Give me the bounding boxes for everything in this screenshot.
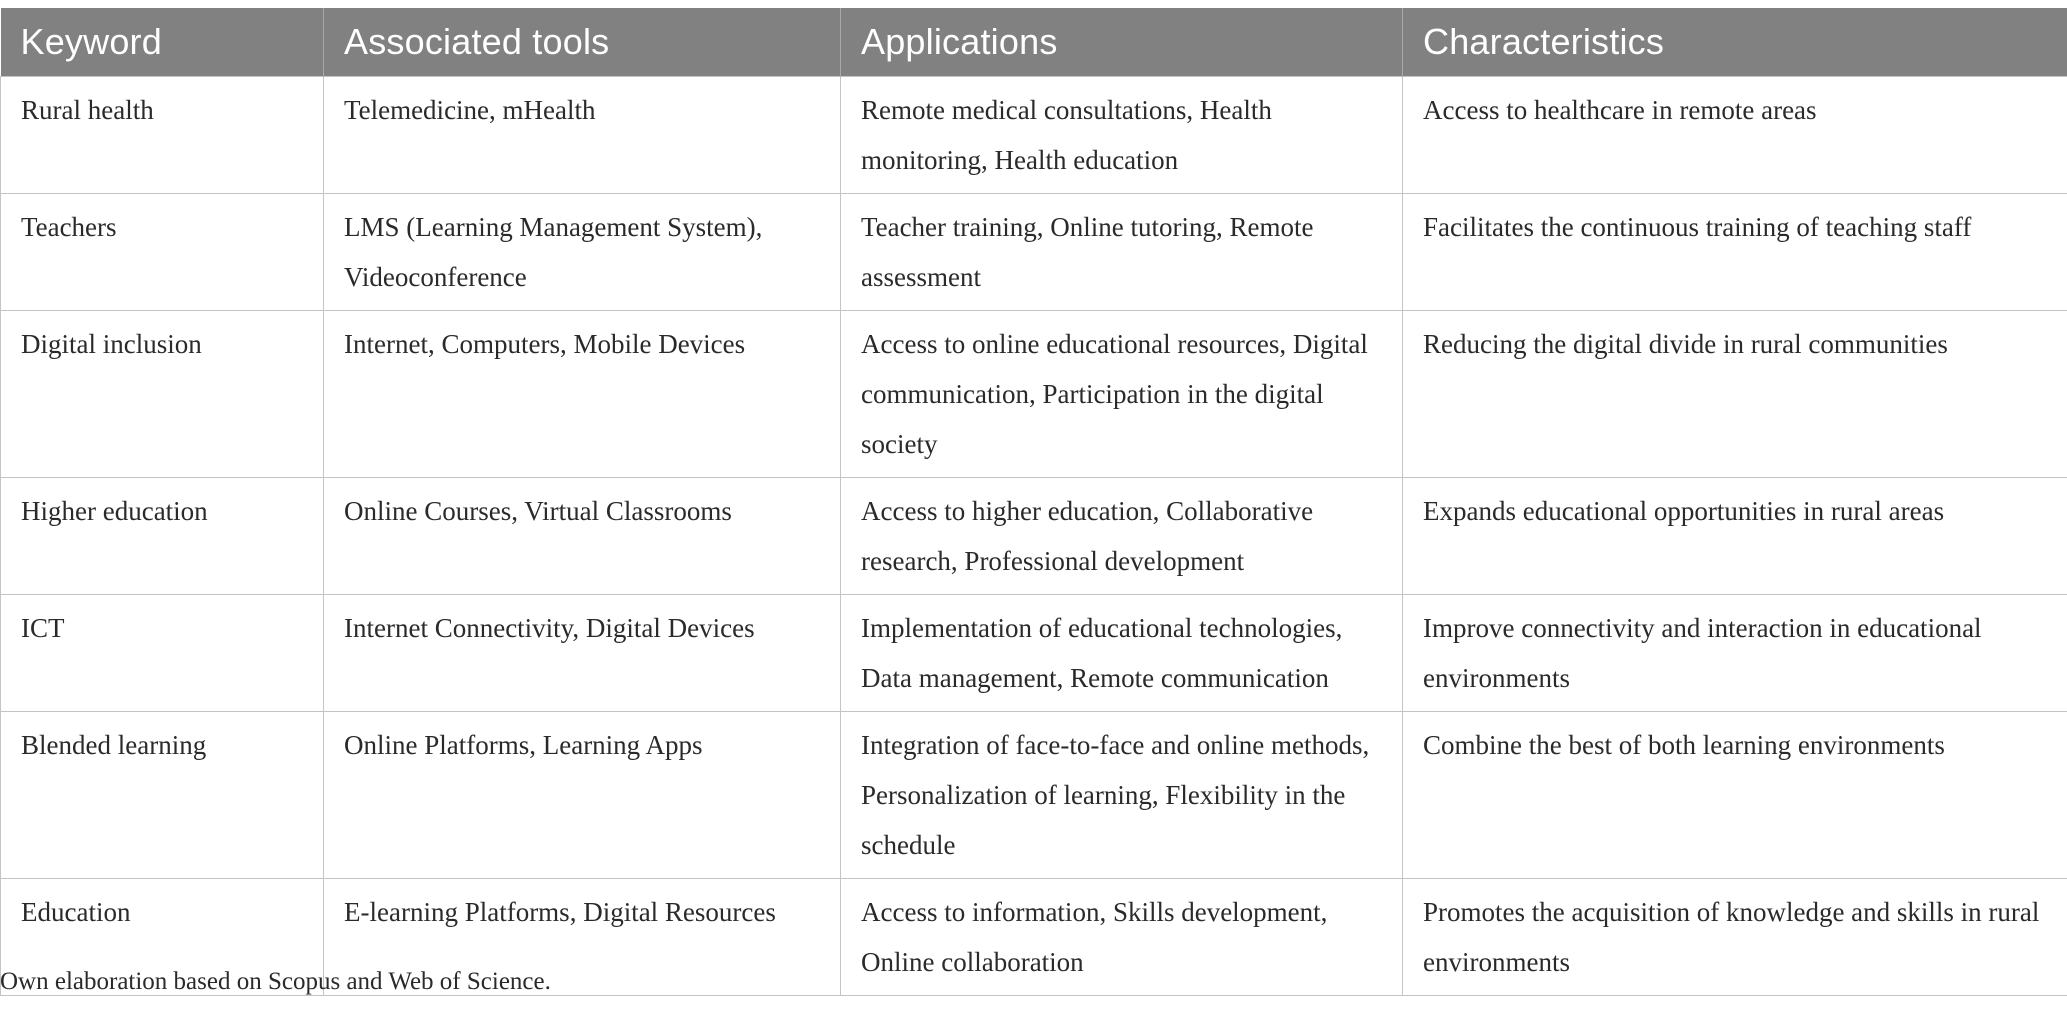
keyword-table-container <box>0 8 2067 996</box>
cell-associated-tools: E-learning Platforms, Digital Resources <box>324 878 841 995</box>
table-row <box>1 193 2067 310</box>
cell-associated-tools: Internet, Computers, Mobile Devices <box>324 310 841 477</box>
cell-associated-tools: Telemedicine, mHealth <box>324 76 841 193</box>
table-row <box>1 711 2067 878</box>
cell-associated-tools: Online Platforms, Learning Apps <box>324 711 841 878</box>
cell-characteristics: Reducing the digital divide in rural communities <box>1403 310 2067 477</box>
header-associated-tools: Associated tools <box>324 8 841 76</box>
cell-applications: Access to information, Skills development, Online collaboration <box>841 878 1403 995</box>
cell-characteristics: Facilitates the continuous training of teaching staff <box>1403 193 2067 310</box>
cell-applications: Remote medical consultations, Health monitoring, Health education <box>841 76 1403 193</box>
table-header-row <box>1 8 2067 76</box>
cell-keyword: ICT <box>1 594 324 711</box>
cell-associated-tools: Internet Connectivity, Digital Devices <box>324 594 841 711</box>
header-keyword: Keyword <box>1 8 324 76</box>
keyword-table <box>0 8 2067 996</box>
header-characteristics: Characteristics <box>1403 8 2067 76</box>
cell-keyword: Higher education <box>1 477 324 594</box>
cell-keyword: Digital inclusion <box>1 310 324 477</box>
cell-characteristics: Access to healthcare in remote areas <box>1403 76 2067 193</box>
table-row <box>1 594 2067 711</box>
cell-applications: Access to higher education, Collaborative research, Professional development <box>841 477 1403 594</box>
table-row <box>1 310 2067 477</box>
table-footnote: Own elaboration based on Scopus and Web of Science. <box>0 968 551 995</box>
cell-associated-tools: Online Courses, Virtual Classrooms <box>324 477 841 594</box>
cell-applications: Implementation of educational technologies, Data management, Remote communication <box>841 594 1403 711</box>
cell-characteristics: Promotes the acquisition of knowledge and skills in rural environments <box>1403 878 2067 995</box>
cell-keyword: Teachers <box>1 193 324 310</box>
table-row <box>1 477 2067 594</box>
table-row <box>1 76 2067 193</box>
cell-applications: Teacher training, Online tutoring, Remote assessment <box>841 193 1403 310</box>
cell-characteristics: Combine the best of both learning environments <box>1403 711 2067 878</box>
cell-applications: Integration of face-to-face and online methods, Personalization of learning, Flexibility in the schedule <box>841 711 1403 878</box>
cell-keyword: Rural health <box>1 76 324 193</box>
cell-characteristics: Expands educational opportunities in rural areas <box>1403 477 2067 594</box>
cell-keyword: Blended learning <box>1 711 324 878</box>
cell-applications: Access to online educational resources, Digital communication, Participation in the digital society <box>841 310 1403 477</box>
cell-keyword: Education <box>1 878 324 995</box>
cell-characteristics: Improve connectivity and interaction in educational environments <box>1403 594 2067 711</box>
cell-associated-tools: LMS (Learning Management System), Videoconference <box>324 193 841 310</box>
header-applications: Applications <box>841 8 1403 76</box>
